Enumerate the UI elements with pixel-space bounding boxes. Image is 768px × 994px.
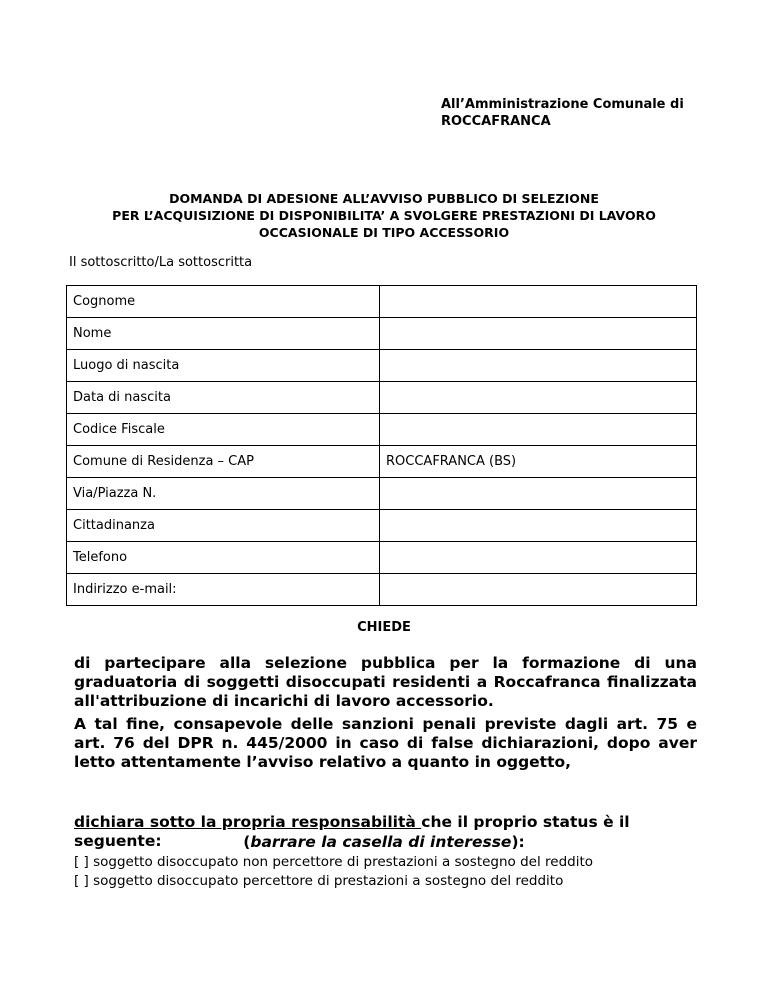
table-row: [67, 446, 697, 478]
table-row: [67, 318, 697, 350]
intro-text: Il sottoscritto/La sottoscritta: [69, 255, 253, 270]
field-value-comune-residenza[interactable]: ROCCAFRANCA (BS): [380, 446, 697, 478]
status-options: [74, 853, 593, 891]
field-label-codice-fiscale: Codice Fiscale: [67, 414, 380, 446]
field-value-via-piazza[interactable]: [380, 478, 697, 510]
declaration-underlined: dichiara sotto la propria responsabilità: [74, 813, 422, 831]
addressee-line-2: ROCCAFRANCA: [441, 114, 551, 129]
field-value-cognome[interactable]: [380, 286, 697, 318]
table-row: [67, 350, 697, 382]
field-value-luogo-nascita[interactable]: [380, 350, 697, 382]
table-row: [67, 382, 697, 414]
field-value-email[interactable]: [380, 574, 697, 606]
field-label-data-nascita: Data di nascita: [67, 382, 380, 414]
field-label-cittadinanza: Cittadinanza: [67, 510, 380, 542]
table-row: [67, 542, 697, 574]
field-value-telefono[interactable]: [380, 542, 697, 574]
awareness-paragraph: A tal fine, consapevole delle sanzioni penali previste dagli art. 75 e art. 76 del DPR n. 445/2000 in caso di false dichiarazioni, dopo aver letto attentamente l’avviso relativo a quanto in oggetto,: [74, 715, 697, 771]
field-label-nome: Nome: [67, 318, 380, 350]
field-value-codice-fiscale[interactable]: [380, 414, 697, 446]
field-value-data-nascita[interactable]: [380, 382, 697, 414]
field-value-nome[interactable]: [380, 318, 697, 350]
field-value-cittadinanza[interactable]: [380, 510, 697, 542]
document-title: [60, 190, 708, 241]
declaration-rest: che il proprio status è il seguente:: [74, 813, 630, 850]
status-option-non-percettore[interactable]: [ ] soggetto disoccupato non percettore di prestazioni a sostegno del reddito: [74, 854, 594, 870]
instruction-open: (: [243, 833, 251, 851]
table-row: [67, 478, 697, 510]
personal-data-table: [66, 285, 697, 606]
table-row: [67, 574, 697, 606]
instruction-text: barrare la casella di interesse: [250, 833, 512, 851]
field-label-comune-residenza: Comune di Residenza – CAP: [67, 446, 380, 478]
field-label-cognome: Cognome: [67, 286, 380, 318]
field-label-email: Indirizzo e-mail:: [67, 574, 380, 606]
title-line-3: OCCASIONALE DI TIPO ACCESSORIO: [258, 225, 510, 240]
field-label-via-piazza: Via/Piazza N.: [67, 478, 380, 510]
status-option-percettore[interactable]: [ ] soggetto disoccupato percettore di prestazioni a sostegno del reddito: [74, 873, 564, 889]
table-row: [67, 286, 697, 318]
addressee: [441, 96, 684, 130]
instruction-close: ):: [511, 833, 525, 851]
declaration-instruction: [0, 833, 768, 851]
title-line-2: PER L’ACQUISIZIONE DI DISPONIBILITA’ A SVOLGERE PRESTAZIONI DI LAVORO: [112, 208, 656, 223]
field-label-telefono: Telefono: [67, 542, 380, 574]
addressee-line-1: All’Amministrazione Comunale di: [441, 97, 684, 112]
table-row: [67, 510, 697, 542]
request-paragraph: di partecipare alla selezione pubblica per la formazione di una graduatoria di soggetti disoccupati residenti a Roccafranca finalizzata all'attribuzione di incarichi di lavoro accessorio.: [74, 654, 697, 710]
field-label-luogo-nascita: Luogo di nascita: [67, 350, 380, 382]
table-row: [67, 414, 697, 446]
title-line-1: DOMANDA DI ADESIONE ALL’AVVISO PUBBLICO DI SELEZIONE: [169, 191, 599, 206]
chiede-heading: CHIEDE: [357, 620, 411, 635]
